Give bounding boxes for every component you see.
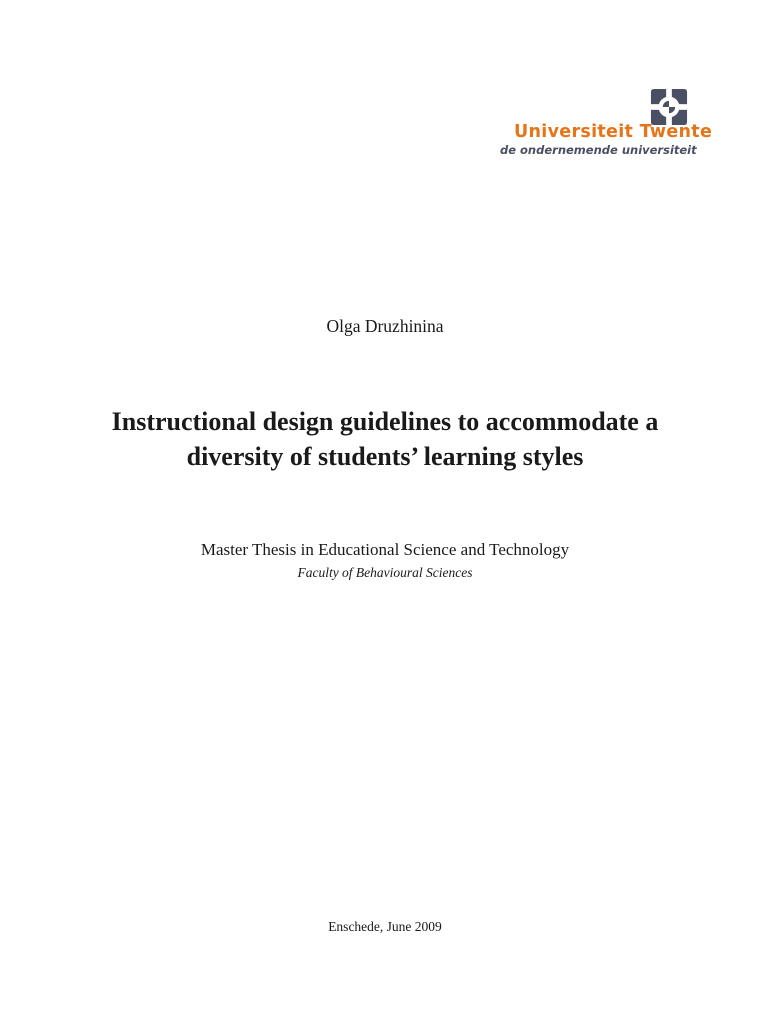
place-and-date: Enschede, June 2009 xyxy=(328,919,442,934)
thesis-title-line-1: Instructional design guidelines to accommodate a xyxy=(111,407,659,436)
thesis-title-line-2: diversity of students’ learning styles xyxy=(186,442,584,471)
ut-emblem-icon xyxy=(650,88,688,126)
thesis-title xyxy=(0,404,770,474)
university-name: Universiteit Twente xyxy=(514,122,713,142)
faculty-name: Faculty of Behavioural Sciences xyxy=(297,565,473,580)
university-tagline: de ondernemende universiteit xyxy=(500,143,697,157)
thesis-subtitle: Master Thesis in Educational Science and Technology xyxy=(200,540,570,559)
author-name: Olga Druzhinina xyxy=(326,316,444,336)
university-logo xyxy=(500,88,713,168)
